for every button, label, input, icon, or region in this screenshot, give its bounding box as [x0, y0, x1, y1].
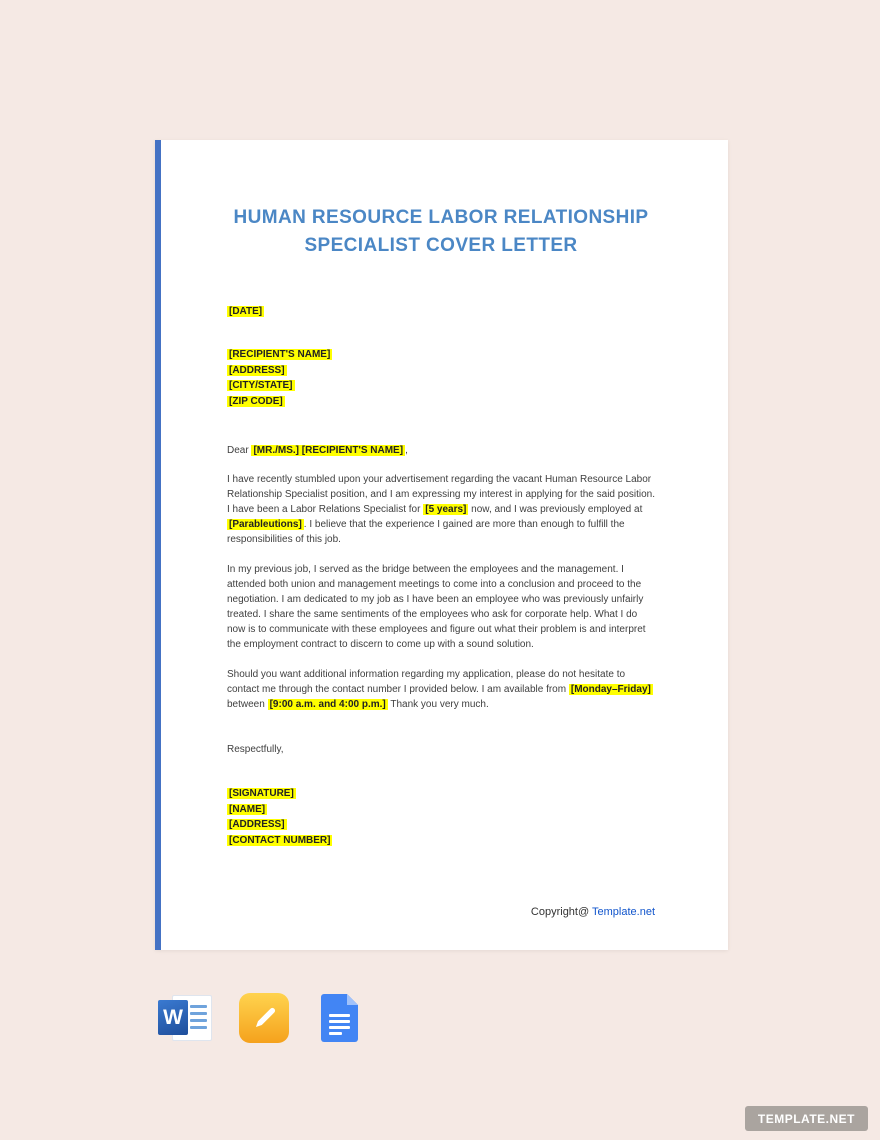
- copyright-line: [227, 906, 655, 918]
- signature-block: [227, 786, 655, 848]
- gdocs-text-line: [329, 1032, 342, 1035]
- letter-title: [227, 204, 655, 260]
- date-placeholder: [DATE]: [229, 306, 263, 317]
- accent-stripe: [155, 140, 161, 950]
- sender-name-line: [227, 802, 655, 818]
- signature-line: [227, 786, 655, 802]
- closing-line: Respectfully,: [227, 744, 284, 755]
- paragraph-1-text: . I believe that the experience I gained are more than enough to fulfill the responsibilities of this job.: [227, 519, 625, 545]
- ms-word-icon[interactable]: [158, 994, 212, 1042]
- letter-title-line-2: SPECIALIST COVER LETTER: [304, 235, 578, 256]
- sender-name-placeholder: [NAME]: [229, 803, 266, 815]
- recipient-city-state-placeholder: [CITY/STATE]: [229, 380, 293, 391]
- word-letter-badge: [158, 1000, 188, 1035]
- salutation-prefix: Dear: [227, 445, 252, 456]
- recipient-address-line: [227, 363, 655, 379]
- letter-paragraph-2: In my previous job, I served as the bridge between the employees and the management. I attended both union and management meetings to come into a conclusion and proceed to the negotiation. I am dedicated to my job as I have been an employee who was previously unfairly treated. I share the same sentiments of the employees who ask for corporate help. What I do now is to communicate with these employees and figure out what their problem is and interpret the employment contract to discern to come up with a sound solution.: [227, 564, 646, 650]
- apple-pages-icon[interactable]: [239, 993, 289, 1043]
- letter-paragraph-1: [227, 472, 655, 547]
- recipient-city-state-line: [227, 378, 655, 394]
- available-days-placeholder: [Monday–Friday]: [570, 684, 651, 695]
- available-hours-placeholder: [9:00 a.m. and 4:00 p.m.]: [269, 699, 386, 710]
- template-net-link[interactable]: Template.net: [592, 906, 655, 918]
- letter-title-line-1: HUMAN RESOURCE LABOR RELATIONSHIP: [233, 207, 649, 228]
- recipient-name-placeholder: [RECIPIENT'S NAME]: [229, 349, 331, 360]
- date-line: [227, 304, 655, 319]
- word-text-line: [190, 1026, 207, 1029]
- sender-contact-line: [227, 833, 655, 849]
- file-format-icons: [158, 993, 362, 1043]
- paragraph-3-text: between: [227, 699, 268, 710]
- word-text-line: [190, 1019, 207, 1022]
- google-docs-icon[interactable]: [316, 993, 362, 1043]
- recipient-zip-line: [227, 394, 655, 410]
- template-net-watermark: [745, 1106, 868, 1131]
- cover-letter-page: [155, 140, 728, 950]
- salutation: [227, 443, 655, 458]
- paragraph-3-text: Thank you very much.: [387, 699, 489, 710]
- years-placeholder: [5 years]: [425, 504, 467, 515]
- signature-placeholder: [SIGNATURE]: [229, 788, 294, 799]
- paragraph-1-text: now, and I was previously employed at: [468, 504, 643, 515]
- contact-number-placeholder: [CONTACT NUMBER]: [229, 834, 331, 846]
- sender-address-line: [227, 817, 655, 833]
- word-text-line: [190, 1012, 207, 1015]
- gdocs-text-line: [329, 1026, 350, 1029]
- gdocs-text-line: [329, 1020, 350, 1023]
- word-text-line: [190, 1005, 207, 1008]
- gdocs-document-shape: [321, 994, 358, 1042]
- recipient-name-line: [227, 347, 655, 363]
- recipient-block: [227, 347, 655, 409]
- paragraph-1-text: I have recently stumbled upon your advertisement regarding the vacant Human Resource Labor Relationship Specialist position, and I am expressing my interest in applying for the said position. I have been a Labor Relations Specialist for: [227, 474, 656, 515]
- letter-content: [227, 140, 655, 918]
- recipient-zip-placeholder: [ZIP CODE]: [229, 395, 283, 407]
- watermark-label: TEMPLATE.NET: [757, 1111, 855, 1126]
- gdocs-text-line: [329, 1014, 350, 1017]
- previous-employer-placeholder: [Parableutions]: [229, 519, 302, 530]
- copyright-text: Copyright@: [530, 906, 593, 918]
- word-letter: W: [163, 1005, 183, 1029]
- paragraph-3-text: Should you want additional information regarding my application, please do not hesitate to contact me through the contact number I provided below. I am available from: [227, 669, 626, 695]
- salutation-recipient-placeholder: [MR./MS.] [RECIPIENT'S NAME]: [253, 445, 404, 456]
- letter-paragraph-3: [227, 667, 655, 712]
- recipient-address-placeholder: [ADDRESS]: [229, 364, 285, 376]
- sender-address-placeholder: [ADDRESS]: [229, 819, 285, 830]
- pen-icon: [251, 1005, 278, 1032]
- salutation-suffix: ,: [405, 445, 408, 456]
